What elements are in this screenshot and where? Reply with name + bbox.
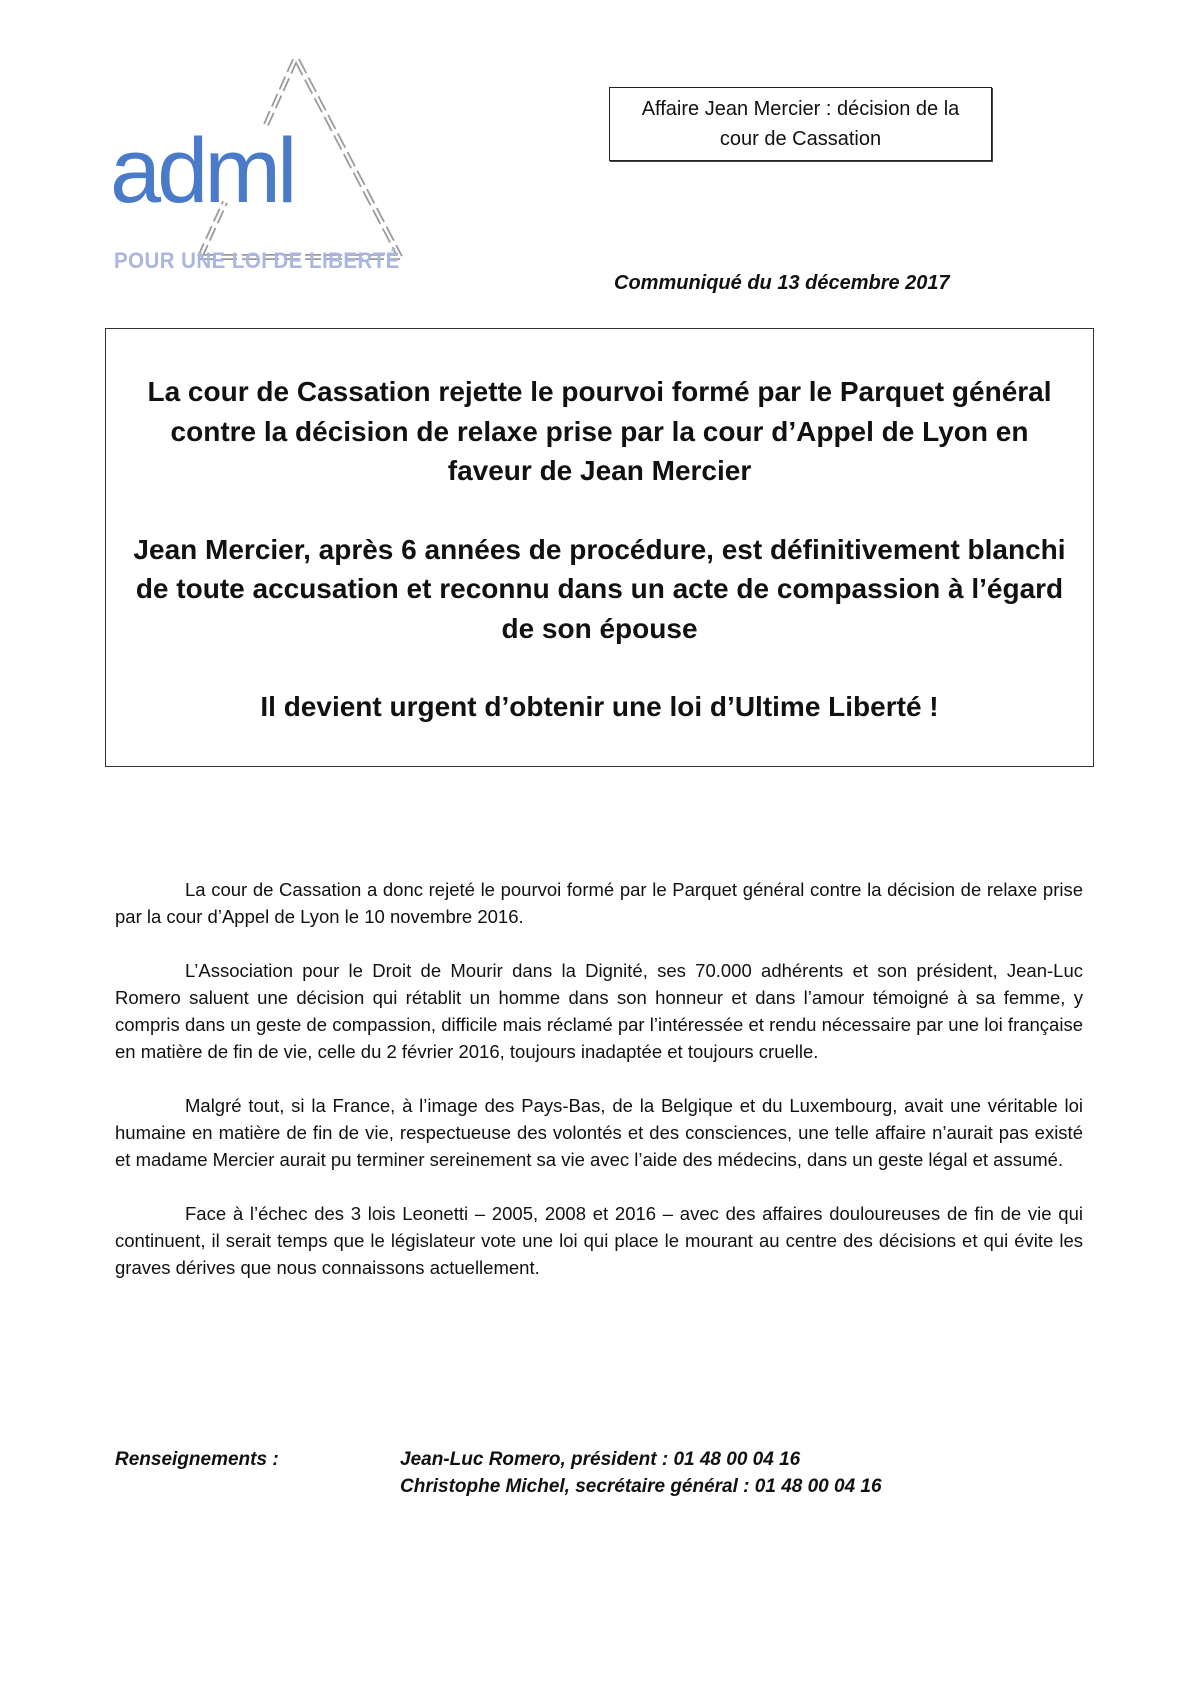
- headline-2: Jean Mercier, après 6 années de procédure, est définitivement blanchi de toute accusation et reconnu dans un acte de compassion à l’égard de son épouse: [133, 533, 1066, 644]
- topic-line-1: Affaire Jean Mercier : décision de la: [641, 98, 960, 120]
- press-release-date: Communiqué du 13 décembre 2017: [614, 272, 950, 294]
- contact-list: [400, 1446, 882, 1500]
- contact-secretary: Christophe Michel, secrétaire général : 01 48 00 04 16: [400, 1476, 882, 1497]
- contact-president: Jean-Luc Romero, président : 01 48 00 04 16: [400, 1449, 801, 1470]
- body-paragraph-3: Malgré tout, si la France, à l’image des Pays-Bas, de la Belgique et du Luxembourg, avait une véritable loi humaine en matière de fin de vie, respectueuse des volontés et des consciences, une telle affaire n’aurait pas existé et madame Mercier aurait pu terminer sereinement sa vie avec l’aide des médecins, dans un geste légal et assumé.: [115, 1095, 1083, 1170]
- body-paragraph-2: L’Association pour le Droit de Mourir dans la Dignité, ses 70.000 adhérents et son président, Jean-Luc Romero saluent une décision qui rétablit un homme dans son honneur et dans l’amour témoigné à sa femme, y compris dans un geste de compassion, difficile mais réclamé par l’intéressée et rendu nécessaire par une loi française en matière de fin de vie, celle du 2 février 2016, toujours inadaptée et toujours cruelle.: [115, 960, 1083, 1062]
- contact-label: Renseignements :: [115, 1449, 279, 1470]
- topic-box: [609, 87, 992, 161]
- body-paragraph-1: La cour de Cassation a donc rejeté le pourvoi formé par le Parquet général contre la décision de relaxe prise par la cour d’Appel de Lyon le 10 novembre 2016.: [115, 879, 1083, 927]
- body-paragraph-4: Face à l’échec des 3 lois Leonetti – 2005, 2008 et 2016 – avec des affaires douloureuses de fin de vie qui continuent, il serait temps que le législateur vote une loi qui place le mourant au centre des décisions et qui évite les graves dérives que nous connaissons actuellement.: [115, 1203, 1083, 1278]
- svg-text:adml: adml: [110, 120, 294, 222]
- headline-1: La cour de Cassation rejette le pourvoi formé par le Parquet général contre la décision de relaxe prise par la cour d’Appel de Lyon en faveur de Jean Mercier: [147, 376, 1052, 486]
- topic-line-2: cour de Cassation: [719, 128, 882, 150]
- headline-box: [105, 328, 1094, 767]
- body-text: [115, 876, 1083, 1308]
- headline-3: Il devient urgent d’obtenir une loi d’Ultime Liberté !: [260, 691, 939, 722]
- logo-tagline: POUR UNE LOI DE LIBERTÉ: [114, 248, 400, 273]
